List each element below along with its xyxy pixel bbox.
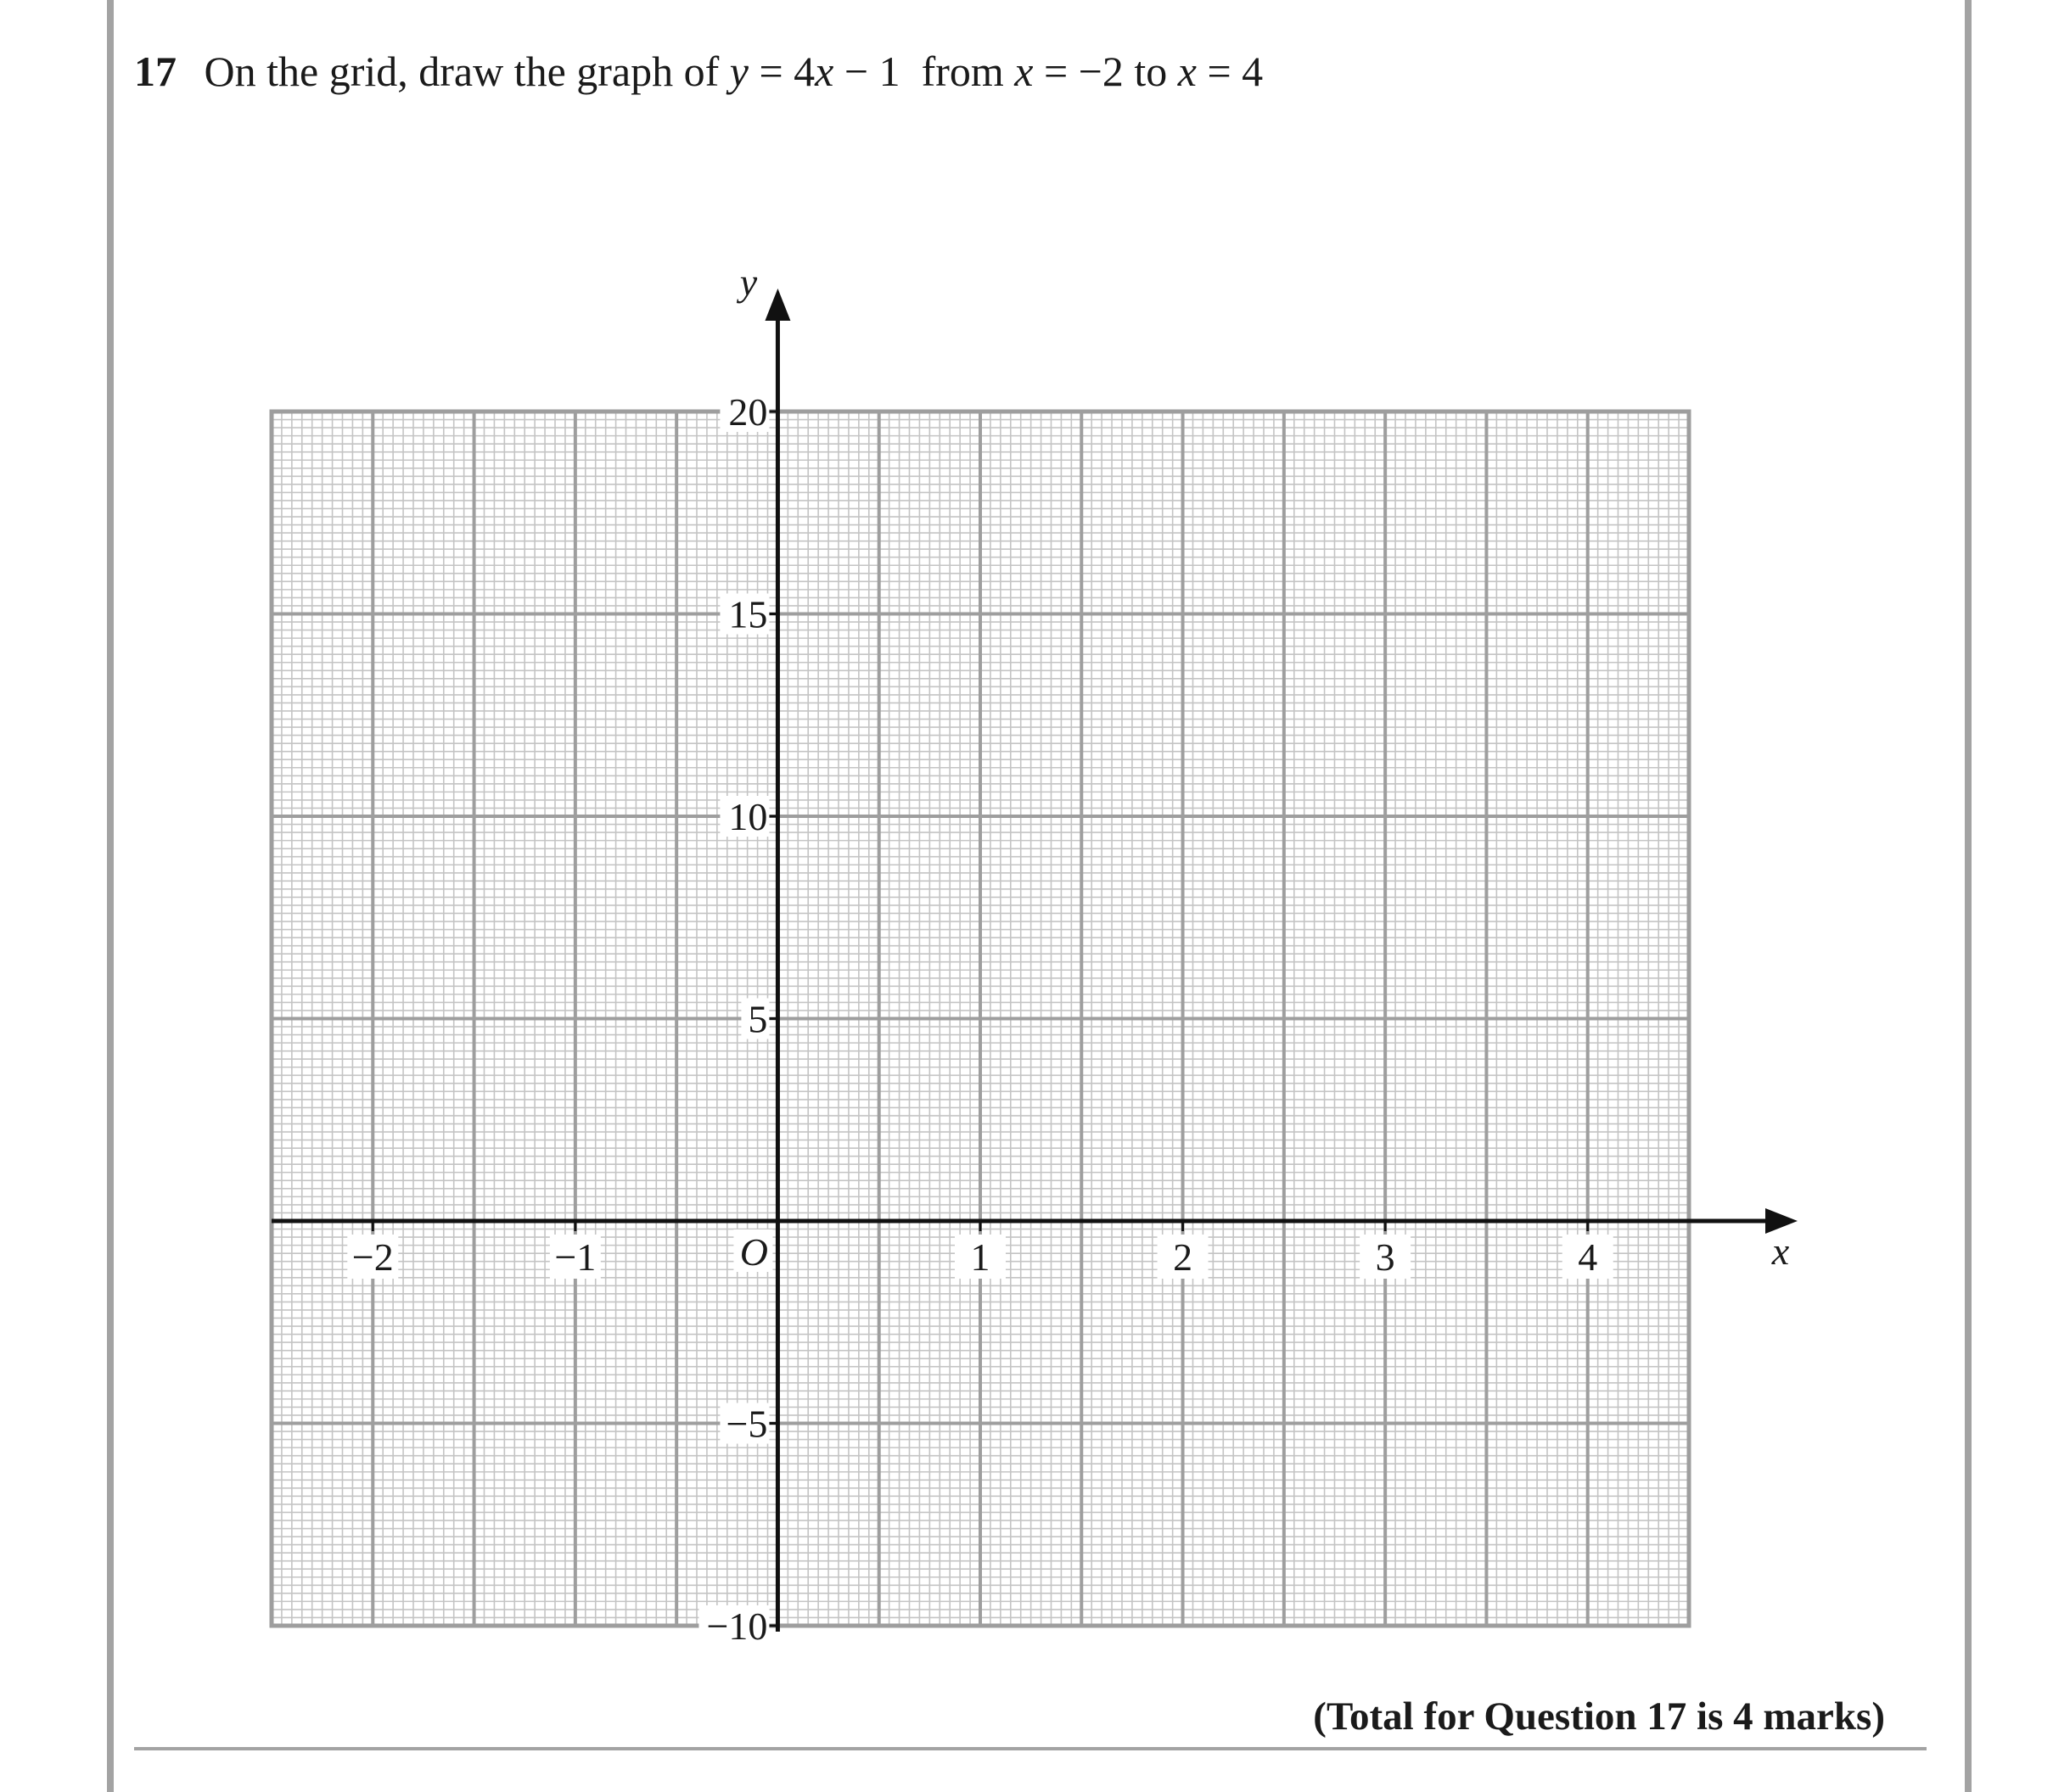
question-text-var-x: x xyxy=(815,48,834,95)
question-text-part: = −2 to xyxy=(1033,48,1178,95)
question-text-var-y: y xyxy=(729,48,749,95)
x-tick-label: 2 xyxy=(1173,1235,1193,1279)
x-tick-label: 4 xyxy=(1578,1235,1598,1279)
y-tick-label: 5 xyxy=(748,997,768,1041)
footer-rule xyxy=(134,1747,1927,1750)
question-text-part: = 4 xyxy=(748,48,816,95)
x-axis-label: x xyxy=(1771,1229,1790,1273)
question-text-part: − 1 from xyxy=(833,48,1015,95)
y-axis-label: y xyxy=(739,260,758,304)
question-total-marks: (Total for Question 17 is 4 marks) xyxy=(1313,1694,1885,1739)
question-text-part: On the grid, draw the graph of xyxy=(204,48,730,95)
x-tick-label: −2 xyxy=(351,1235,394,1279)
x-tick-label: 3 xyxy=(1375,1235,1395,1279)
origin-label: O xyxy=(739,1230,769,1274)
x-tick-label: −1 xyxy=(554,1235,597,1279)
y-axis-arrowhead xyxy=(765,288,790,321)
question-number: 17 xyxy=(134,48,177,95)
question-text-part: = 4 xyxy=(1196,48,1264,95)
y-tick-label: −10 xyxy=(706,1604,768,1648)
x-tick-label: 1 xyxy=(970,1235,990,1279)
y-tick-label: −5 xyxy=(726,1402,768,1446)
question-text-var-x: x xyxy=(1014,48,1034,95)
y-tick-label: 20 xyxy=(728,390,768,434)
question-text-var-x: x xyxy=(1177,48,1197,95)
y-tick-label: 10 xyxy=(728,795,768,838)
y-tick-label: 15 xyxy=(728,592,768,636)
axes xyxy=(272,288,1798,1632)
